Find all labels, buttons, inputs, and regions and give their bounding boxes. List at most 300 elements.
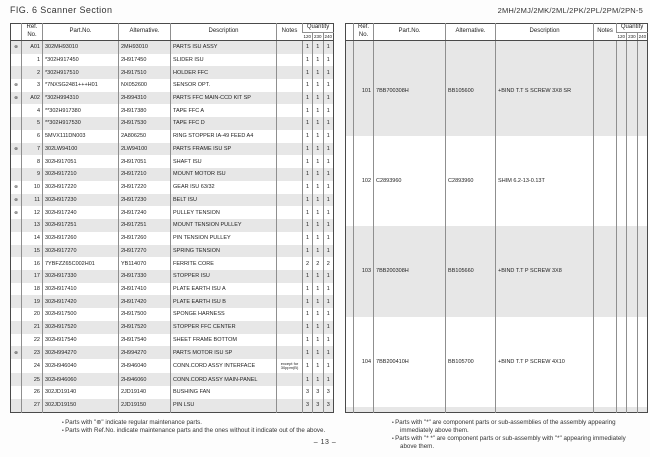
qty-230-cell: 1 — [313, 54, 324, 67]
table-row — [11, 79, 334, 92]
notes-cell — [277, 40, 303, 54]
part-no-cell: *7NXSG2481+++H01 — [43, 79, 119, 92]
ref-no-cell: 22 — [22, 334, 43, 347]
scanner-parts-table — [10, 23, 334, 413]
notes-cell — [277, 79, 303, 92]
qty-120-cell: 1 — [303, 321, 313, 334]
alternative-cell: 2H946060 — [119, 373, 171, 386]
alternative-cell: 2A806250 — [119, 130, 171, 143]
mark-cell — [11, 104, 22, 117]
alternative-cell: BB105660 — [446, 226, 496, 316]
notes-cell — [277, 346, 303, 359]
description-header: Description — [171, 24, 277, 41]
description-cell: PLATE EARTH ISU B — [171, 295, 277, 308]
alternative-cell: 2LW94100 — [119, 143, 171, 156]
qty-240-cell: 1 — [323, 245, 334, 258]
qty-120-cell: 1 — [303, 130, 313, 143]
alternative-cell: 2H917210 — [119, 168, 171, 181]
alternative-header: Alternative. — [119, 24, 171, 41]
table-row — [11, 181, 334, 194]
qty-120-cell: 1 — [303, 54, 313, 67]
notes-cell — [277, 270, 303, 283]
qty-120-cell: 1 — [303, 155, 313, 168]
description-cell: TAPE FFC D — [171, 117, 277, 130]
notes-cell — [277, 399, 303, 412]
qty-230-cell: 1 — [313, 79, 324, 92]
mark-cell — [11, 373, 22, 386]
qty-240-cell: 1 — [323, 206, 334, 219]
qty-120-cell: 1 — [303, 117, 313, 130]
quantity-header: Quantity — [617, 24, 648, 33]
alternative-cell: 2H917520 — [119, 321, 171, 334]
qty-230-cell — [627, 226, 638, 316]
qty-120-cell: 1 — [303, 104, 313, 117]
qty-230-cell: 1 — [313, 130, 324, 143]
mark-cell — [11, 257, 22, 270]
qty-240-cell: 3 — [323, 399, 334, 412]
qty-240-cell: 1 — [323, 117, 334, 130]
part-no-cell: 302H917330 — [43, 270, 119, 283]
footnote-item: • Parts with "* *" are component parts or sub-assembly with "*" appearing immediately above them. — [392, 435, 644, 451]
table-row — [11, 359, 334, 373]
ref-no-cell: 26 — [22, 386, 43, 399]
description-cell: SPRING TENSION — [171, 245, 277, 258]
mark-cell — [346, 226, 354, 316]
mark-cell — [346, 407, 354, 413]
description-cell: +BIND T.T P SCREW 4X10 — [496, 317, 594, 407]
alternative-cell: 2H917051 — [119, 155, 171, 168]
qty-230-cell — [627, 46, 638, 136]
qty-230-cell: 1 — [313, 92, 324, 105]
notes-cell — [277, 194, 303, 207]
qty-120-cell: 1 — [303, 270, 313, 283]
alternative-cell: 2H917270 — [119, 245, 171, 258]
description-cell: PARTS MOTOR ISU SP — [171, 346, 277, 359]
qty-240-cell: 1 — [323, 295, 334, 308]
qty-230-cell: 1 — [313, 40, 324, 54]
qty-230-cell: 1 — [313, 168, 324, 181]
ref-no-cell: 6 — [22, 130, 43, 143]
mark-cell — [11, 321, 22, 334]
mark-cell — [11, 168, 22, 181]
qty-230-cell: 1 — [313, 359, 324, 373]
notes-header: Notes — [277, 24, 303, 41]
table-row — [346, 226, 648, 316]
mark-cell — [11, 232, 22, 245]
mark-cell: ⊛ — [14, 184, 18, 190]
description-cell: PULLEY TENSION — [171, 206, 277, 219]
description-cell: +BIND T.T P SCREW 3X8 — [496, 226, 594, 316]
part-no-cell: **302H917380 — [43, 104, 119, 117]
description-cell: PLATE EARTH ISU A — [171, 283, 277, 296]
ref-no-cell: 12 — [22, 206, 43, 219]
qty-230-cell — [627, 317, 638, 407]
description-cell — [171, 412, 277, 413]
alternative-cell — [446, 407, 496, 413]
ref-no-cell: 19 — [22, 295, 43, 308]
qty-120-cell — [303, 412, 313, 413]
ref-no-cell: 17 — [22, 270, 43, 283]
notes-cell — [277, 386, 303, 399]
table-row — [11, 155, 334, 168]
qty-120-cell: 1 — [303, 92, 313, 105]
ref-no-cell: 10 — [22, 181, 43, 194]
page-number: – 13 – — [313, 439, 337, 446]
description-cell: SHAFT ISU — [171, 155, 277, 168]
description-cell: BUSHING FAN — [171, 386, 277, 399]
part-no-cell: 302H917270 — [43, 245, 119, 258]
qty-120-cell: 1 — [303, 40, 313, 54]
table-row — [11, 130, 334, 143]
part-no-cell: 302H994270 — [43, 346, 119, 359]
qty-240-cell: 1 — [323, 143, 334, 156]
qty-120-cell: 1 — [303, 181, 313, 194]
mark-cell: ⊛ — [14, 349, 18, 355]
description-header: Description — [496, 24, 594, 41]
notes-cell — [277, 130, 303, 143]
qty-120-cell: 1 — [303, 334, 313, 347]
table-row — [11, 66, 334, 79]
ref-no-cell: 102 — [354, 136, 374, 226]
notes-cell — [277, 219, 303, 232]
ref-no-cell: 27 — [22, 399, 43, 412]
part-no-cell: 302H917251 — [43, 219, 119, 232]
quantity-subheader: 230 — [628, 33, 636, 39]
ref-no-cell — [354, 407, 374, 413]
table-row — [11, 219, 334, 232]
part-no-cell: **302H917530 — [43, 117, 119, 130]
qty-240-cell: 1 — [323, 283, 334, 296]
qty-240-cell: 1 — [323, 270, 334, 283]
part-no-header: Part.No. — [374, 24, 446, 41]
alternative-cell: 2H917420 — [119, 295, 171, 308]
qty-230-cell: 1 — [313, 206, 324, 219]
notes-cell — [594, 407, 617, 413]
notes-cell — [594, 226, 617, 316]
qty-240-cell: 2 — [323, 257, 334, 270]
notes-cell — [277, 92, 303, 105]
qty-230-cell: 1 — [313, 104, 324, 117]
part-no-cell: C2893960 — [374, 136, 446, 226]
mark-cell: ⊛ — [14, 43, 18, 49]
qty-120-cell — [617, 46, 627, 136]
qty-240-cell: 1 — [323, 346, 334, 359]
mark-cell — [11, 270, 22, 283]
qty-240-cell: 1 — [323, 194, 334, 207]
qty-230-cell: 1 — [313, 321, 324, 334]
alternative-cell: 2H946040 — [119, 359, 171, 373]
alternative-cell: 2H917220 — [119, 181, 171, 194]
qty-240-cell: 1 — [323, 359, 334, 373]
description-cell: PARTS FFC MAIN-CCD KIT SP — [171, 92, 277, 105]
alternative-cell: 2H917510 — [119, 66, 171, 79]
qty-230-cell — [627, 407, 638, 413]
alternative-cell: 2H917450 — [119, 54, 171, 67]
footnote-item: • Parts with Ref.No. indicate maintenance parts and the ones without it indicate out of the above. — [62, 427, 338, 435]
qty-120-cell: 1 — [303, 206, 313, 219]
notes-header: Notes — [594, 24, 617, 41]
qty-120-cell: 1 — [303, 168, 313, 181]
part-no-cell: 302LW94100 — [43, 143, 119, 156]
qty-240-cell — [637, 46, 648, 136]
qty-120-cell: 1 — [303, 359, 313, 373]
notes-cell — [277, 206, 303, 219]
description-cell: SENSOR OPT. — [171, 79, 277, 92]
description-cell: HOLDER FFC — [171, 66, 277, 79]
right-parts-table-container — [345, 23, 648, 413]
ref-no-cell: 25 — [22, 373, 43, 386]
table-row — [11, 232, 334, 245]
table-row — [11, 117, 334, 130]
qty-240-cell: 1 — [323, 130, 334, 143]
qty-120-cell: 1 — [303, 308, 313, 321]
part-no-cell: 302H917410 — [43, 283, 119, 296]
ref-no-cell: 20 — [22, 308, 43, 321]
table-row — [11, 334, 334, 347]
table-row — [11, 321, 334, 334]
qty-240-cell: 1 — [323, 219, 334, 232]
qty-120-cell: 1 — [303, 232, 313, 245]
ref-no-cell: 23 — [22, 346, 43, 359]
quantity-subheader: 230 — [314, 33, 322, 39]
qty-230-cell — [313, 412, 324, 413]
notes-cell — [277, 295, 303, 308]
notes-cell — [277, 168, 303, 181]
alternative-cell: 2H917240 — [119, 206, 171, 219]
notes-cell — [277, 117, 303, 130]
ref-no-cell: 8 — [22, 155, 43, 168]
alternative-cell: 2H917540 — [119, 334, 171, 347]
qty-230-cell: 1 — [313, 181, 324, 194]
alternative-cell: 2H917500 — [119, 308, 171, 321]
qty-240-cell: 1 — [323, 155, 334, 168]
page-header — [10, 5, 643, 15]
qty-120-cell — [617, 407, 627, 413]
notes-cell — [277, 412, 303, 413]
ref-no-cell: 101 — [354, 46, 374, 136]
mark-cell — [11, 66, 22, 79]
qty-230-cell: 1 — [313, 117, 324, 130]
qty-240-cell — [637, 407, 648, 413]
figure-title: FIG. 6 Scanner Section — [10, 5, 113, 15]
notes-cell — [277, 245, 303, 258]
part-no-cell: *302H994310 — [43, 92, 119, 105]
qty-240-cell — [637, 226, 648, 316]
part-no-cell: 7BB700308H — [374, 46, 446, 136]
qty-120-cell: 3 — [303, 399, 313, 412]
table-row — [11, 373, 334, 386]
mark-cell — [11, 245, 22, 258]
mark-cell: ⊛ — [14, 145, 18, 151]
table-row — [11, 346, 334, 359]
alternative-header: Alternative. — [446, 24, 496, 41]
qty-120-cell: 1 — [303, 194, 313, 207]
description-cell: MOUNT TENSION PULLEY — [171, 219, 277, 232]
table-row — [11, 54, 334, 67]
footnote-item: • Parts with "*" are component parts or sub-assemblies of the assembly appearing immediately above them. — [392, 419, 644, 435]
table-row — [346, 136, 648, 226]
mark-cell — [11, 54, 22, 67]
part-no-cell: 5MVX111DN003 — [43, 130, 119, 143]
alternative-cell: BB105600 — [446, 46, 496, 136]
ref-no-cell: 2 — [22, 66, 43, 79]
mark-cell — [11, 308, 22, 321]
description-cell: BELT ISU — [171, 194, 277, 207]
mark-cell — [11, 386, 22, 399]
qty-240-cell: 1 — [323, 104, 334, 117]
ref-no-cell: 11 — [22, 194, 43, 207]
notes-cell — [277, 66, 303, 79]
qty-240-cell: 1 — [323, 54, 334, 67]
mark-cell — [346, 136, 354, 226]
ref-no-header: Ref. No. — [354, 24, 374, 41]
notes-cell — [594, 136, 617, 226]
ref-no-cell: 21 — [22, 321, 43, 334]
footnotes-left — [62, 419, 338, 436]
part-no-cell: 302JD19140 — [43, 386, 119, 399]
description-cell: SHIM 6.2-13-0.13T — [496, 136, 594, 226]
part-no-cell: 302H917500 — [43, 308, 119, 321]
qty-120-cell: 2 — [303, 257, 313, 270]
description-cell: PARTS FRAME ISU SP — [171, 143, 277, 156]
qty-240-cell: 1 — [323, 181, 334, 194]
notes-cell — [277, 181, 303, 194]
qty-120-cell: 1 — [303, 283, 313, 296]
qty-230-cell: 2 — [313, 257, 324, 270]
mark-cell — [11, 117, 22, 130]
part-no-cell: 7BB200410H — [374, 317, 446, 407]
part-no-cell — [374, 407, 446, 413]
ref-no-header: Ref. No. — [22, 24, 43, 41]
part-no-cell: 302H917220 — [43, 181, 119, 194]
qty-230-cell: 1 — [313, 308, 324, 321]
part-no-cell: 7YBFZZ65C002H01 — [43, 257, 119, 270]
part-no-cell: 302JD19150 — [43, 399, 119, 412]
part-no-cell: 302H917540 — [43, 334, 119, 347]
qty-120-cell: 1 — [303, 143, 313, 156]
table-row — [346, 46, 648, 136]
alternative-cell: 2JD19150 — [119, 399, 171, 412]
qty-230-cell: 1 — [313, 232, 324, 245]
ref-no-cell — [22, 412, 43, 413]
empty-row — [346, 407, 648, 413]
description-cell: PARTS ISU ASSY — [171, 40, 277, 54]
table-row — [346, 317, 648, 407]
ref-no-cell: A02 — [22, 92, 43, 105]
notes-cell — [277, 155, 303, 168]
notes-cell — [277, 373, 303, 386]
qty-120-cell: 1 — [303, 373, 313, 386]
qty-120-cell: 1 — [303, 346, 313, 359]
model-codes-title: 2MH/2MJ/2MK/2ML/2PK/2PL/2PM/2PN-5 — [497, 6, 643, 15]
qty-240-cell: 1 — [323, 168, 334, 181]
ref-no-cell: 5 — [22, 117, 43, 130]
qty-240-cell — [323, 412, 334, 413]
qty-230-cell: 1 — [313, 373, 324, 386]
notes-cell — [277, 283, 303, 296]
description-cell: TAPE FFC A — [171, 104, 277, 117]
qty-230-cell: 3 — [313, 399, 324, 412]
quantity-header: Quantity — [303, 24, 334, 33]
empty-row — [11, 412, 334, 413]
ref-no-cell: 18 — [22, 283, 43, 296]
description-cell: STOPPER FFC CENTER — [171, 321, 277, 334]
table-row — [11, 245, 334, 258]
qty-230-cell: 1 — [313, 283, 324, 296]
ref-no-cell: 7 — [22, 143, 43, 156]
qty-240-cell: 3 — [323, 386, 334, 399]
table-row — [11, 399, 334, 412]
mark-cell: ⊛ — [14, 94, 18, 100]
table-row — [11, 308, 334, 321]
alternative-cell: 2H917260 — [119, 232, 171, 245]
alternative-cell: 2MH93010 — [119, 40, 171, 54]
mark-cell: ⊛ — [14, 209, 18, 215]
part-no-cell: 302H917260 — [43, 232, 119, 245]
part-no-cell: 302H946040 — [43, 359, 119, 373]
table-row — [11, 283, 334, 296]
qty-240-cell: 1 — [323, 321, 334, 334]
ref-no-cell: 16 — [22, 257, 43, 270]
notes-cell — [277, 104, 303, 117]
qty-240-cell: 1 — [323, 40, 334, 54]
part-no-cell — [43, 412, 119, 413]
alternative-cell: 2H994270 — [119, 346, 171, 359]
mark-cell — [346, 317, 354, 407]
mark-cell — [11, 334, 22, 347]
alternative-cell: 2H994310 — [119, 92, 171, 105]
footnote-item: • Parts with "⊛" indicate regular maintenance parts. — [62, 419, 338, 427]
description-cell: CONN.CORD ASSY MAIN-PANEL — [171, 373, 277, 386]
table-row — [11, 257, 334, 270]
part-no-cell: 302MH93010 — [43, 40, 119, 54]
description-cell: RING STOPPER IA-49 FEED A4 — [171, 130, 277, 143]
left-parts-table-container — [10, 23, 334, 413]
notes-cell — [277, 54, 303, 67]
qty-120-cell: 3 — [303, 386, 313, 399]
notes-cell — [277, 257, 303, 270]
ref-no-cell: 13 — [22, 219, 43, 232]
qty-240-cell: 1 — [323, 334, 334, 347]
qty-230-cell: 1 — [313, 194, 324, 207]
qty-120-cell: 1 — [303, 219, 313, 232]
alternative-cell: 2H917230 — [119, 194, 171, 207]
ref-no-cell: 1 — [22, 54, 43, 67]
notes-cell — [277, 143, 303, 156]
qty-120-cell — [617, 136, 627, 226]
description-cell: +BIND T.T S SCREW 3X8 SR — [496, 46, 594, 136]
description-cell: CONN.CORD ASSY INTERFACE — [171, 359, 277, 373]
qty-240-cell — [637, 317, 648, 407]
qty-240-cell: 1 — [323, 232, 334, 245]
qty-240-cell: 1 — [323, 308, 334, 321]
notes-cell — [277, 308, 303, 321]
description-cell: GEAR ISU 63/32 — [171, 181, 277, 194]
part-no-cell: 7BB200308H — [374, 226, 446, 316]
part-no-cell: 302H917051 — [43, 155, 119, 168]
qty-230-cell: 1 — [313, 143, 324, 156]
table-row — [11, 92, 334, 105]
mark-cell — [11, 283, 22, 296]
table-row — [11, 40, 334, 54]
description-cell: PIN TENSION PULLEY — [171, 232, 277, 245]
part-no-cell: 302H917230 — [43, 194, 119, 207]
qty-230-cell: 3 — [313, 386, 324, 399]
alternative-cell: YB114070 — [119, 257, 171, 270]
qty-240-cell: 1 — [323, 373, 334, 386]
alternative-cell: 2H917530 — [119, 117, 171, 130]
qty-230-cell: 1 — [313, 295, 324, 308]
